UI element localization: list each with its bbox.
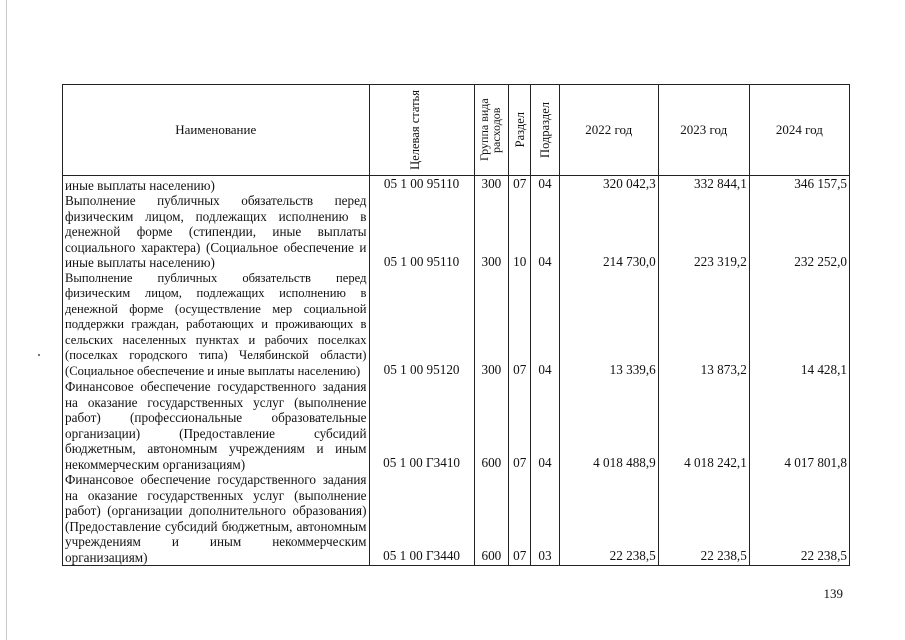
row-article: 05 1 00 Г3440 bbox=[369, 472, 474, 566]
row-section: 10 bbox=[509, 193, 531, 271]
row-value-2023: 4 018 242,1 bbox=[658, 379, 749, 472]
row-article: 05 1 00 95120 bbox=[369, 271, 474, 380]
header-section: Раздел bbox=[509, 85, 531, 176]
row-group: 600 bbox=[474, 472, 508, 566]
row-value-2023: 223 319,2 bbox=[658, 193, 749, 271]
budget-table bbox=[62, 84, 850, 566]
row-section: 07 bbox=[509, 176, 531, 194]
row-group: 600 bbox=[474, 379, 508, 472]
row-article: 05 1 00 95110 bbox=[369, 176, 474, 194]
row-value-2024: 232 252,0 bbox=[749, 193, 849, 271]
row-name: Выполнение публичных обязательств перед физическим лицом, подлежащих исполнению в денежной форме (осуществление мер социальной поддержки граждан, работающих и проживающих в сельских населенных пунктах и рабочих поселках (поселках городского типа) Челябинской области) (Социальное обеспечение и иные выплаты населению) bbox=[63, 271, 370, 380]
row-value-2024: 14 428,1 bbox=[749, 271, 849, 380]
header-2022: 2022 год bbox=[559, 85, 658, 176]
row-name: Выполнение публичных обязательств перед физическим лицом, подлежащих исполнению в денежной форме (стипендии, иные выплаты социального характера) (Социальное обеспечение и иные выплаты населению) bbox=[63, 193, 370, 271]
row-value-2023: 332 844,1 bbox=[658, 176, 749, 194]
row-value-2023: 22 238,5 bbox=[658, 472, 749, 566]
header-2023: 2023 год bbox=[658, 85, 749, 176]
row-value-2022: 22 238,5 bbox=[559, 472, 658, 566]
row-value-2022: 4 018 488,9 bbox=[559, 379, 658, 472]
table-row bbox=[63, 271, 850, 380]
row-group: 300 bbox=[474, 176, 508, 194]
row-value-2024: 4 017 801,8 bbox=[749, 379, 849, 472]
row-section: 07 bbox=[509, 379, 531, 472]
table-row bbox=[63, 379, 850, 472]
row-name: иные выплаты населению) bbox=[63, 176, 370, 194]
header-name: Наименование bbox=[63, 85, 370, 176]
scan-speck bbox=[38, 354, 40, 356]
row-value-2022: 13 339,6 bbox=[559, 271, 658, 380]
table-row bbox=[63, 176, 850, 194]
row-value-2022: 320 042,3 bbox=[559, 176, 658, 194]
row-article: 05 1 00 Г3410 bbox=[369, 379, 474, 472]
row-value-2024: 346 157,5 bbox=[749, 176, 849, 194]
row-name: Финансовое обеспечение государственного задания на оказание государственных услуг (выполнение работ) (организации дополнительного образования) (Предоставление субсидий бюджетным, автономным учреждениям и иным некоммерческим организациям) bbox=[63, 472, 370, 566]
row-group: 300 bbox=[474, 271, 508, 380]
row-subsection: 04 bbox=[531, 379, 559, 472]
row-subsection: 04 bbox=[531, 176, 559, 194]
row-name: Финансовое обеспечение государственного задания на оказание государственных услуг (выполнение работ) (профессиональные образовательные организации) (Предоставление субсидий бюджетным, автономным учреждениям и иным некоммерческим организациям) bbox=[63, 379, 370, 472]
table-row bbox=[63, 193, 850, 271]
row-section: 07 bbox=[509, 472, 531, 566]
header-target-article: Целевая статья bbox=[369, 85, 474, 176]
page-edge-line bbox=[6, 0, 7, 640]
header-subsection: Подраздел bbox=[531, 85, 559, 176]
row-subsection: 03 bbox=[531, 472, 559, 566]
header-row bbox=[63, 85, 850, 176]
row-value-2023: 13 873,2 bbox=[658, 271, 749, 380]
row-section: 07 bbox=[509, 271, 531, 380]
row-group: 300 bbox=[474, 193, 508, 271]
row-value-2022: 214 730,0 bbox=[559, 193, 658, 271]
table-row bbox=[63, 472, 850, 566]
row-value-2024: 22 238,5 bbox=[749, 472, 849, 566]
row-article: 05 1 00 95110 bbox=[369, 193, 474, 271]
page-number: 139 bbox=[823, 586, 843, 601]
row-subsection: 04 bbox=[531, 271, 559, 380]
header-2024: 2024 год bbox=[749, 85, 849, 176]
header-expense-group: Группа вида расходов bbox=[474, 85, 508, 176]
row-subsection: 04 bbox=[531, 193, 559, 271]
